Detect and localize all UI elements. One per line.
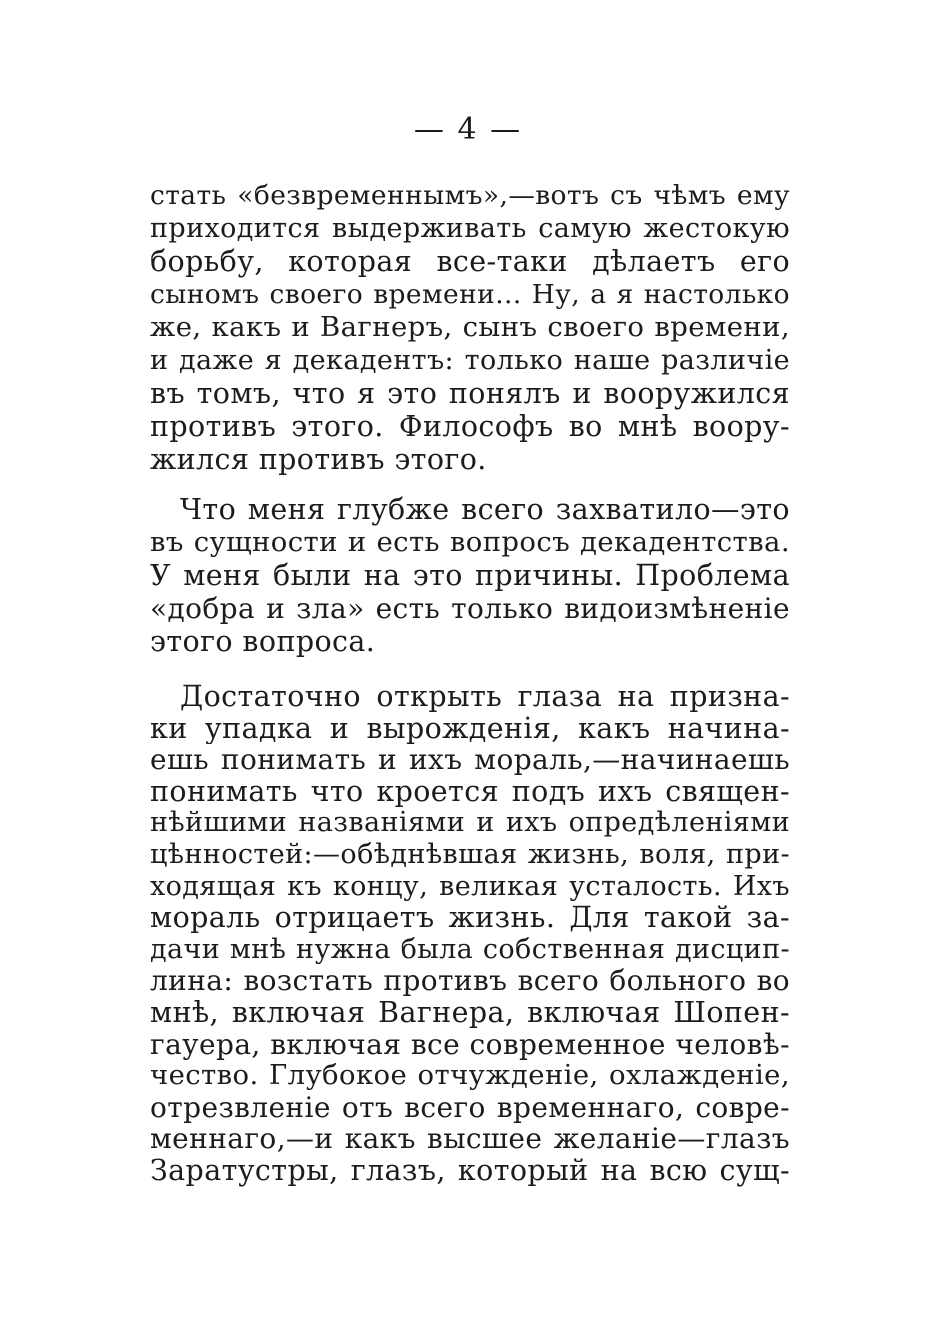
text-line: Что меня глубже всего захватило—это <box>180 493 790 526</box>
text-line: этого вопроса. <box>150 625 376 658</box>
text-line: стать «безвременнымъ»,—вотъ съ чѣмъ ему <box>150 180 790 211</box>
paragraph-2 <box>150 493 790 658</box>
text-line: понимать что кроется подъ ихъ священ- <box>150 775 790 808</box>
paragraph-1 <box>150 179 790 476</box>
text-line: въ томъ, что я это понялъ и вооружился <box>150 377 790 410</box>
text-line: У меня были на это причины. Проблема <box>150 559 790 592</box>
text-line: ки упадка и вырожденія, какъ начина- <box>150 712 790 745</box>
text-line: меннаго,—и какъ высшее желаніе—глазъ <box>150 1123 790 1155</box>
text-line: ешь понимать и ихъ мораль,—начинаешь <box>150 744 790 776</box>
text-line: и даже я декадентъ: только наше различіе <box>150 345 790 376</box>
text-line: Достаточно открыть глаза на призна- <box>180 681 790 713</box>
text-line: нѣйшими названіями и ихъ опредѣленіями <box>150 807 790 839</box>
text-line: въ сущности и есть вопросъ декадентства. <box>150 526 790 558</box>
text-line: мораль отрицаетъ жизнь. Для такой за- <box>150 902 790 934</box>
text-line: жился противъ этого. <box>150 443 487 476</box>
text-line: лина: возстать противъ всего больного во <box>150 965 790 997</box>
text-line: Заратустры, глазъ, который на всю сущ- <box>150 1154 790 1187</box>
text-line: «добра и зла» есть только видоизмѣненіе <box>150 592 790 625</box>
text-line: мнѣ, включая Вагнера, включая Шопен- <box>150 996 790 1029</box>
text-line: отрезвленіе отъ всего временнаго, совре- <box>150 1091 790 1124</box>
text-line: цѣнностей:—обѣднѣвшая жизнь, воля, при- <box>150 838 790 870</box>
text-line: дачи мнѣ нужна была собственная дисцип- <box>150 933 790 965</box>
text-line: ходящая къ концу, великая усталость. Ихъ <box>150 870 790 902</box>
paragraph-3 <box>150 681 790 1187</box>
text-line: гауера, включая все современное человѣ- <box>150 1028 790 1061</box>
text-line: борьбу, которая все-таки дѣлаетъ его <box>150 245 790 278</box>
text-line: приходится выдерживать самую жестокую <box>150 213 790 244</box>
text-line: же, какъ и Вагнеръ, сынъ своего времени, <box>150 311 790 343</box>
page-number: — 4 — <box>413 112 523 147</box>
text-line: чество. Глубокое отчужденіе, охлажденіе, <box>150 1060 790 1092</box>
text-line: сыномъ своего времени... Ну, а я настолько <box>150 279 790 310</box>
text-line: противъ этого. Философъ во мнѣ воору- <box>150 410 790 443</box>
